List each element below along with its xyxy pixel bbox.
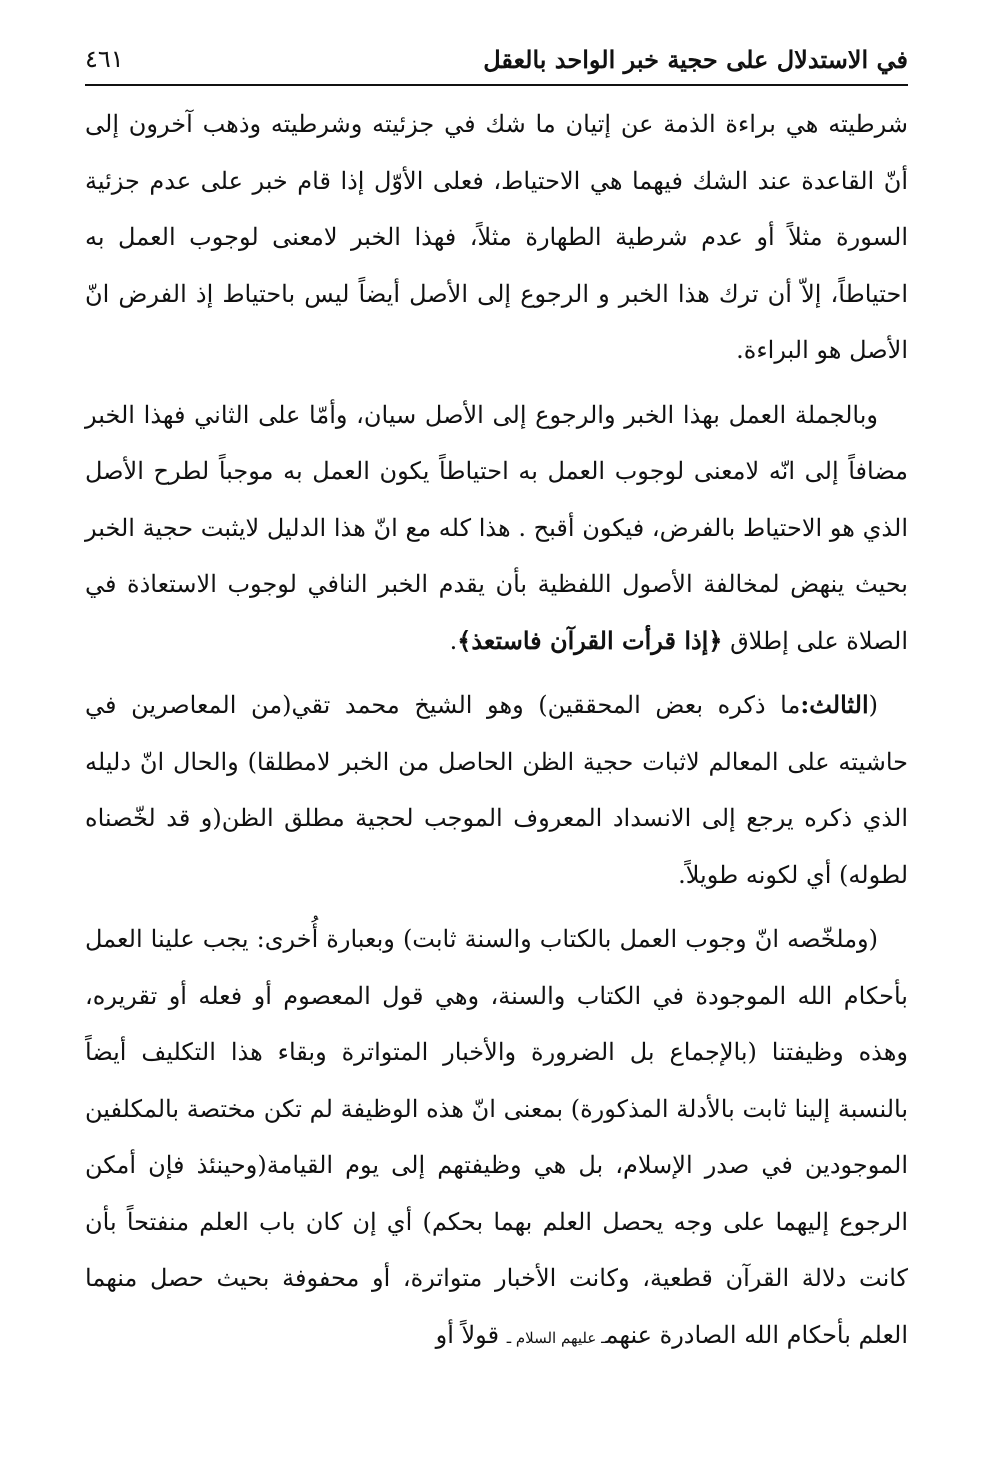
paragraph-3-open: ( xyxy=(868,691,878,719)
paragraph-4-tail: قولاً أو xyxy=(435,1320,500,1349)
paragraph-2 xyxy=(85,387,908,670)
paragraph-3 xyxy=(85,677,908,903)
paragraph-4-text: (وملخّصه انّ وجوب العمل بالكتاب والسنة ثابت) وبعبارة أُخرى: يجب علينا العمل بأحكام الله الموجودة في الكتاب والسنة، وهي قول المعصوم أو فعله أو تقريره، وهذه وظيفتنا (بالإجماع بل الضرورة والأخبار المتواترة وبقاء هذا التكليف أيضاً بالنسبة إلينا ثابت بالأدلة المذكورة) بمعنى انّ هذه الوظيفة لم تكن مختصة بالمكلفين الموجودين في صدر الإسلام، بل هي وظيفتهم إلى يوم القيامة(وحينئذ فإن أمكن الرجوع إليهما على وجه يحصل العلم بهما بحكم) أي إن كان باب العلم منفتحاً بأن كانت دلالة القرآن قطعية، وكانت الأخبار متواترة، أو محفوفة بحيث حصل منهما العلم بأحكام الله الصادرة عنهم xyxy=(85,925,908,1349)
paragraph-2-end: . xyxy=(449,626,458,655)
paragraph-1: شرطيته هي براءة الذمة عن إتيان ما شك في جزئيته وشرطيته وذهب آخرون إلى أنّ القاعدة عند الشك فيهما هي الاحتياط، فعلى الأوّل إذا قام خبر على عدم جزئية السورة مثلاً أو عدم شرطية الطهارة مثلاً، فهذا الخبر لامعنى لوجوب العمل به احتياطاً، إلاّ أن ترك هذا الخبر و الرجوع إلى الأصل أيضاً ليس باحتياط إذ الفرض انّ الأصل هو البراءة. xyxy=(85,110,909,364)
page-header xyxy=(85,34,908,86)
quran-quote: ﴿إذا قرأت القرآن فاستعذ﴾ xyxy=(457,625,723,655)
paragraph-3-text: ما ذكره بعض المحققين) وهو الشيخ محمد تقي(من المعاصرين في حاشيته على المعالم لاثبات حجية الظن الحاصل من الخبر لامطلقا) والحال انّ دليله الذي ذكره يرجع إلى الانسداد المعروف الموجب لحجية مطلق الظن(و قد لخّصناه لطوله) أي لكونه طويلاً. xyxy=(85,691,908,889)
paragraph-4 xyxy=(85,911,908,1366)
honorific: ـ عليهم السلام ـ xyxy=(506,1328,606,1347)
page-body xyxy=(85,96,908,1374)
section-label-third: الثالث: xyxy=(800,690,869,719)
running-title: في الاستدلال على حجية خبر الواحد بالعقل xyxy=(483,44,908,74)
page-number: ٤٦١ xyxy=(85,45,124,73)
paragraph-2-text: وبالجملة العمل بهذا الخبر والرجوع إلى الأصل سيان، وأمّا على الثاني فهذا الخبر مضافاً إلى انّه لامعنى لوجوب العمل به احتياطاً يكون العمل به موجباً لطرح الأصل الذي هو الاحتياط بالفرض، فيكون أقبح . هذا كله مع انّ هذا الدليل لايثبت حجية الخبر بحيث ينهض لمخالفة الأصول اللفظية بأن يقدم الخبر النافي لوجوب الاستعاذة في الصلاة على إطلاق xyxy=(85,400,908,655)
